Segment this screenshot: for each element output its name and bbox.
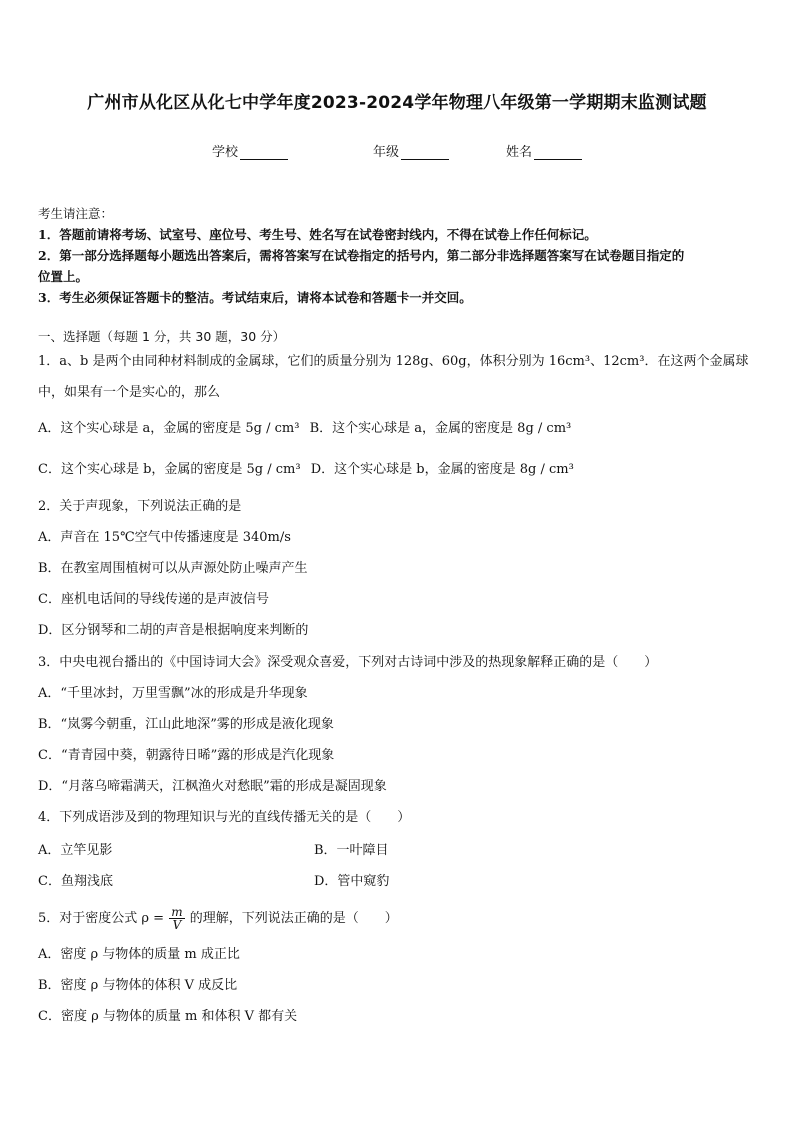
q1-option-d[interactable]: D．这个实心球是 b，金属的密度是 8g / cm³ — [310, 462, 574, 477]
q4-option-d[interactable]: D．管中窥豹 — [314, 874, 390, 889]
q5-stem — [38, 906, 762, 931]
q1-stem-line2: 中，如果有一个是实心的，那么 — [38, 385, 221, 400]
q1-stem-line1: 1．a、b 是两个由同种材料制成的金属球，它们的质量分别为 128g、60g，体积分别为 16cm³、12cm³．在这两个金属球 — [38, 354, 749, 369]
notes-item-2b: 位置上。 — [38, 269, 89, 284]
notes-item-1: 1．答题前请将考场、试室号、座位号、考生号、姓名写在试卷密封线内，不得在试卷上作任何标记。 — [38, 227, 597, 242]
school-field — [212, 141, 288, 160]
name-blank — [534, 146, 582, 160]
section-heading: 一、选择题（每题 1 分，共 30 题，30 分） — [38, 329, 286, 344]
fraction-denominator: V — [172, 918, 182, 932]
q4-stem: 4．下列成语涉及到的物理知识与光的直线传播无关的是（ ） — [38, 810, 411, 825]
q2-option-b[interactable]: B．在教室周围植树可以从声源处防止噪声产生 — [38, 561, 308, 576]
q3-option-d[interactable]: D．“月落乌啼霜满天，江枫渔火对愁眠”霜的形成是凝固现象 — [38, 779, 387, 794]
q4-options-cd — [38, 872, 762, 892]
name-field — [506, 141, 582, 160]
q2-stem: 2．关于声现象，下列说法正确的是 — [38, 499, 242, 514]
q3-option-a[interactable]: A．“千里冰封，万里雪飘”冰的形成是升华现象 — [38, 686, 308, 701]
q1-options-ab — [38, 419, 762, 439]
notes-heading: 考生请注意： — [38, 206, 114, 221]
q3-stem: 3．中央电视台播出的《中国诗词大会》深受观众喜爱，下列对古诗词中涉及的热现象解释正确的是（ ） — [38, 655, 658, 670]
q2-option-a[interactable]: A．声音在 15℃空气中传播速度是 340m/s — [38, 530, 291, 545]
q5-option-b[interactable]: B．密度 ρ 与物体的体积 V 成反比 — [38, 978, 238, 993]
q4-option-c[interactable]: C．鱼翔浅底 — [38, 874, 113, 889]
density-formula-fraction — [169, 906, 184, 931]
q3-option-c[interactable]: C．“青青园中葵，朝露待日晞”露的形成是汽化现象 — [38, 748, 335, 763]
q1-options-cd — [38, 460, 762, 480]
name-label: 姓名 — [506, 145, 533, 160]
q5-option-c[interactable]: C．密度 ρ 与物体的质量 m 和体积 V 都有关 — [38, 1009, 298, 1024]
student-info-row — [0, 141, 794, 161]
grade-blank — [401, 146, 449, 160]
grade-label: 年级 — [373, 145, 400, 160]
q5-stem-post: 的理解，下列说法正确的是（ ） — [189, 911, 398, 926]
q4-option-b[interactable]: B．一叶障目 — [314, 843, 389, 858]
q1-option-c[interactable]: C．这个实心球是 b，金属的密度是 5g / cm³ — [38, 462, 301, 477]
q4-option-a[interactable]: A．立竿见影 — [38, 843, 113, 858]
school-blank — [240, 146, 288, 160]
grade-field — [373, 141, 449, 160]
q5-option-a[interactable]: A．密度 ρ 与物体的质量 m 成正比 — [38, 947, 240, 962]
exam-notes — [38, 203, 762, 308]
exam-title: 广州市从化区从化七中学年度2023-2024学年物理八年级第一学期期末监测试题 — [87, 93, 707, 113]
q1-option-a[interactable]: A．这个实心球是 a，金属的密度是 5g / cm³ — [38, 421, 300, 436]
q3-option-b[interactable]: B．“岚雾今朝重，江山此地深”雾的形成是液化现象 — [38, 717, 334, 732]
q5-stem-pre: 5．对于密度公式 ρ = — [38, 911, 165, 926]
q1-option-b[interactable]: B．这个实心球是 a，金属的密度是 8g / cm³ — [309, 421, 572, 436]
notes-item-3: 3．考生必须保证答题卡的整洁。考试结束后，请将本试卷和答题卡一并交回。 — [38, 290, 472, 305]
q4-options-ab — [38, 841, 762, 861]
q2-option-d[interactable]: D．区分钢琴和二胡的声音是根据响度来判断的 — [38, 623, 309, 638]
school-label: 学校 — [212, 145, 239, 160]
fraction-numerator: m — [171, 905, 183, 919]
q2-option-c[interactable]: C．座机电话间的导线传递的是声波信号 — [38, 592, 269, 607]
notes-item-2a: 2．第一部分选择题每小题选出答案后，需将答案写在试卷指定的括号内，第二部分非选择题答案写在试卷题目指定的 — [38, 248, 685, 263]
